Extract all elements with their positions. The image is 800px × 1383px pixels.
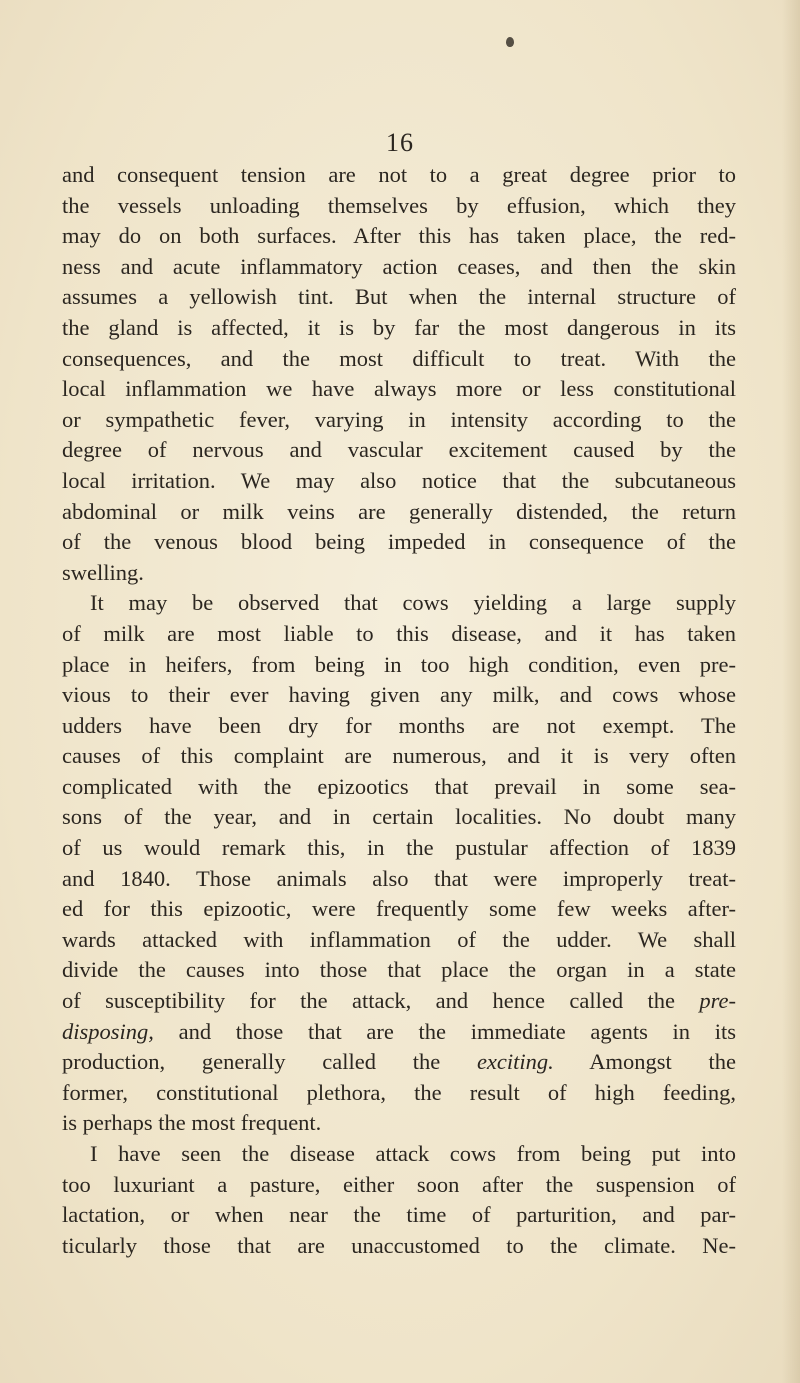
text-line: wards attacked with inflammation of the udder. We shall: [62, 926, 736, 952]
text-line: place in heifers, from being in too high condition, even pre-: [62, 651, 736, 677]
text-line: of us would remark this, in the pustular affection of 1839: [62, 835, 736, 861]
text-line: abdominal or milk veins are generally distended, the return: [62, 498, 736, 524]
text-line: ticularly those that are unaccustomed to the climate. Ne-: [62, 1232, 736, 1258]
text-line: complicated with the epizootics that prevail in some sea-: [62, 773, 736, 799]
text-line: divide the causes into those that place the organ in a state: [62, 957, 736, 983]
text-line: is perhaps the most frequent.: [62, 1110, 322, 1136]
text-line-mixed: [62, 1017, 736, 1048]
text-segment: Amongst the: [589, 1049, 737, 1075]
page-edge-shadow: [782, 0, 800, 1383]
text-line: local irritation. We may also notice that the subcutaneous: [62, 467, 736, 493]
text-line: sons of the year, and in certain localities. No doubt many: [62, 804, 736, 830]
text-line: swelling.: [62, 559, 144, 585]
body-text: [62, 160, 736, 1261]
text-line: udders have been dry for months are not exempt. The: [62, 712, 736, 738]
text-line: assumes a yellowish tint. But when the internal structure of: [62, 284, 736, 310]
text-line-mixed: [62, 1047, 736, 1078]
text-line-mixed: [62, 986, 736, 1017]
text-line: of milk are most liable to this disease, and it has taken: [62, 620, 736, 646]
paragraph-start: I have seen the disease attack cows from being put into: [90, 1141, 736, 1166]
text-line: the vessels unloading themselves by effusion, which they: [62, 192, 736, 218]
text-line: ed for this epizootic, were frequently some few weeks after-: [62, 896, 736, 922]
text-line: of the venous blood being impeded in consequence of the: [62, 529, 736, 555]
text-line: degree of nervous and vascular excitement caused by the: [62, 437, 736, 463]
paragraph-start: It may be observed that cows yielding a large supply: [90, 590, 736, 616]
text-line: the gland is affected, it is by far the most dangerous in its: [62, 314, 736, 340]
text-line: too luxuriant a pasture, either soon after the suspension of: [62, 1171, 736, 1197]
text-line: or sympathetic fever, varying in intensity according to the: [62, 406, 736, 432]
text-line: former, constitutional plethora, the result of high feeding,: [62, 1079, 736, 1105]
text-line: causes of this complaint are numerous, and it is very often: [62, 743, 736, 769]
text-line: local inflammation we have always more or less constitutional: [62, 376, 736, 402]
text-line: and consequent tension are not to a great degree prior to: [62, 162, 736, 187]
text-segment: of susceptibility for the attack, and hence called the: [62, 988, 675, 1014]
ink-speck: [506, 37, 514, 47]
italic-term: disposing,: [62, 1018, 154, 1044]
text-line: and 1840. Those animals also that were improperly treat-: [62, 865, 736, 891]
text-line: ness and acute inflammatory action ceases, and then the skin: [62, 253, 736, 279]
page-number: 16: [386, 128, 414, 157]
text-line: consequences, and the most difficult to treat. With the: [62, 345, 736, 371]
text-segment: production, generally called the: [62, 1049, 441, 1075]
italic-term: exciting.: [476, 1049, 554, 1075]
text-line: vious to their ever having given any milk, and cows whose: [62, 682, 736, 708]
text-segment: and those that are the immediate agents in its: [178, 1018, 737, 1044]
italic-term: pre-: [699, 988, 737, 1014]
text-line: may do on both surfaces. After this has taken place, the red-: [62, 223, 736, 249]
text-line: lactation, or when near the time of parturition, and par-: [62, 1202, 736, 1228]
